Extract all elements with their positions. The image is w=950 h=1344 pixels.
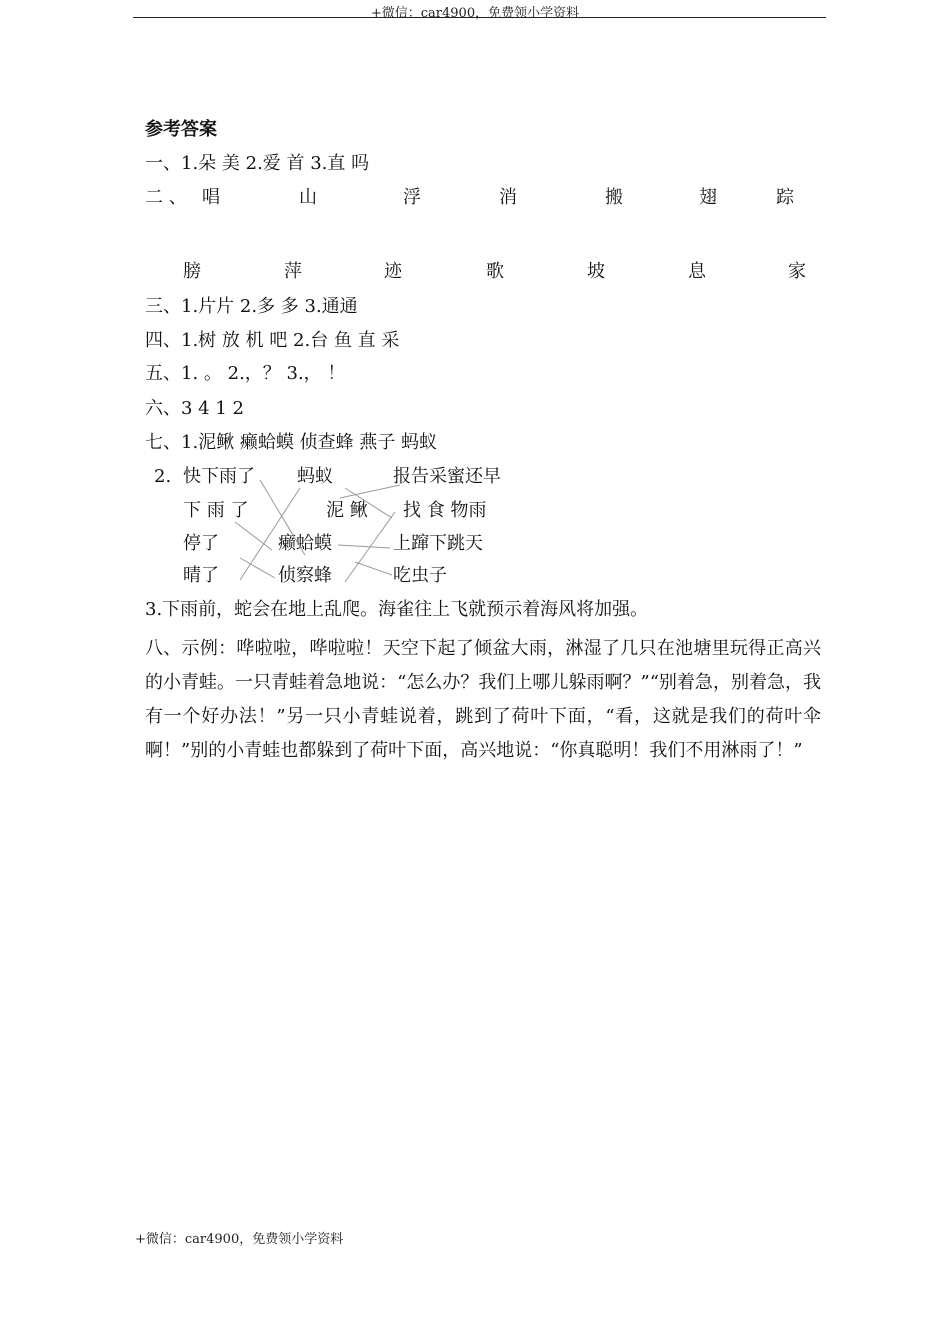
answer-q7-3: 3.下雨前，蛇会在地上乱爬。海雀往上飞就预示着海风将加强。 <box>145 599 649 620</box>
q7-col2-item: 癞蛤蟆 <box>278 533 332 554</box>
q2-top-char: 浮 <box>403 187 421 208</box>
match-line <box>240 488 300 580</box>
q7-col2-item: 侦察蜂 <box>278 565 332 586</box>
answer-q2-label: 二 、 <box>145 187 187 208</box>
q2-top-char: 搬 <box>605 187 623 208</box>
q7-col1-item: 晴了 <box>183 565 219 586</box>
match-line <box>235 522 272 550</box>
q2-bottom-char: 萍 <box>284 261 302 282</box>
q7-col2-item: 蚂蚁 <box>297 466 333 487</box>
answer-q4: 四、1.树 放 机 吧 2.台 鱼 直 采 <box>145 330 400 351</box>
q7-col3-item: 吃虫子 <box>393 565 447 586</box>
q7-2-label: 2. <box>154 466 172 487</box>
answer-q6: 六、3 4 1 2 <box>145 398 244 419</box>
q2-bottom-char: 膀 <box>183 261 201 282</box>
answer-q1: 一、1.朵 美 2.爱 首 3.直 吗 <box>145 153 370 174</box>
page-header: +微信：car4900，免费领小学资料 <box>370 6 580 21</box>
q7-col3-item: 报告采蜜还早 <box>393 466 501 487</box>
q7-col1-item: 快下雨了 <box>183 466 255 487</box>
q2-top-char: 山 <box>299 187 317 208</box>
answer-q8: 八、示例：哗啦啦，哗啦啦！天空下起了倾盆大雨，淋湿了几只在池塘里玩得正高兴的小青蛙。一只青蛙着急地说：“怎么办？我们上哪儿躲雨啊？”“别着急，别着急，我有一个好办法！”另一只小青蛙说着，跳到了荷叶下面，“看，这就是我们的荷叶伞啊！”别的小青蛙也都躲到了荷叶下面，高兴地说：“你真聪明！我们不用淋雨了！” <box>145 638 821 761</box>
q2-top-char: 消 <box>499 187 517 208</box>
answer-title: 参考答案 <box>145 119 217 140</box>
answer-q7: 七、1.泥鳅 癞蛤蟆 侦查蜂 燕子 蚂蚁 <box>145 432 438 453</box>
match-line <box>340 485 400 498</box>
q2-top-char: 踪 <box>776 187 794 208</box>
q7-col3-item: 上蹿下跳天 <box>393 533 483 554</box>
match-line <box>345 488 392 518</box>
q2-bottom-char: 迹 <box>384 261 402 282</box>
answer-q5: 五、1. 。 2.，？ 3.， ！ <box>145 363 346 384</box>
q2-bottom-char: 歌 <box>486 261 504 282</box>
match-line <box>355 562 392 575</box>
q2-top-char: 翅 <box>699 187 717 208</box>
q2-bottom-char: 息 <box>688 261 706 282</box>
match-line <box>345 512 395 582</box>
q7-col1-item: 停了 <box>183 533 219 554</box>
q2-bottom-char: 坡 <box>587 261 605 282</box>
match-line <box>338 545 390 548</box>
q2-bottom-char: 家 <box>788 261 806 282</box>
q7-col3-item: 找 食 物雨 <box>403 500 487 521</box>
q7-col2-item: 泥 鳅 <box>326 500 368 521</box>
page-footer: +微信：car4900，免费领小学资料 <box>135 1232 344 1247</box>
q2-top-char: 唱 <box>202 187 220 208</box>
answer-q3: 三、1.片片 2.多 多 3.通通 <box>145 296 358 317</box>
match-line <box>240 558 275 578</box>
q7-col1-item: 下 雨 了 <box>183 500 249 521</box>
